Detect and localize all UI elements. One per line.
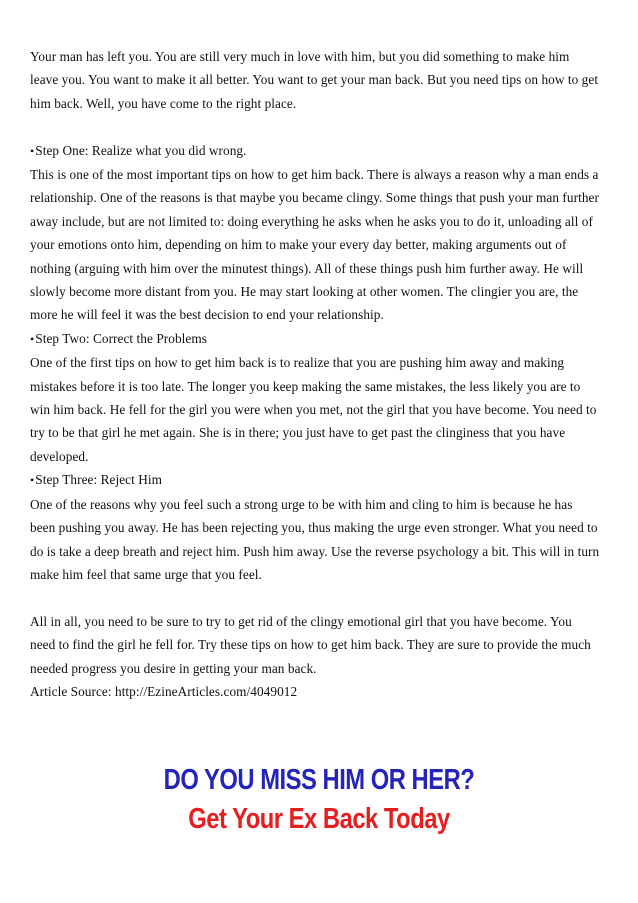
step-one-paragraph: This is one of the most important tips on how to get him back. There is always a reason why a man ends a relationship. One of the reasons is that maybe you became clingy. Some things that push your man further away include, but are not limited to: doing everything he asks when he asks you to do it, unloading all of your emotions onto him, depending on him to make your every day better, making arguments out of nothing (arguing with him over the minutest things). All of these things push him further away. He will slowly become more distant from you. He may start looking at other women. The clingier you are, the more he will feel it was the best decision to end your relationship. [30, 167, 599, 323]
cta-subheadline[interactable]: Get Your Ex Back Today [188, 803, 450, 835]
step-one-heading: • Step One: Realize what you did wrong. [30, 139, 600, 163]
step-three-paragraph: One of the reasons why you feel such a strong urge to be with him and cling to him is because he has been pushing you away. He has been rejecting you, thus making the urge even stronger. What you need to do is take a deep breath and reject him. Push him away. Use the reverse psychology a bit. This will in turn make him feel that same urge that you feel. [30, 496, 600, 582]
step-two-paragraph: One of the first tips on how to get him back is to realize that you are pushing him away and making mistakes before it is too late. The longer you keep making the same mistakes, the less likely you are to win him back. He fell for the girl you were when you met, not the girl that you have become. You need to try to be that girl he met again. She is in there; you just have to get past the clinginess that you have developed. [30, 355, 597, 464]
step-three-heading: • Step Three: Reject Him [30, 468, 600, 492]
paragraph-spacer [30, 115, 600, 138]
paragraph-spacer [30, 586, 600, 609]
article-source: Article Source: http://EzineArticles.com/4049012 [30, 683, 298, 699]
conclusion-paragraph: All in all, you need to be sure to try to get rid of the clingy emotional girl that you have become. You need to find the girl he fell for. Try these tips on how to get him back. They are sure to provide the much needed progress you desire in getting your man back. [30, 613, 591, 676]
intro-paragraph: Your man has left you. You are still very much in love with him, but you did something to make him leave you. You want to make it all better. You want to get your man back. But you need tips on how to get him back. Well, you have come to the right place. [30, 49, 599, 111]
cta-headline[interactable]: DO YOU MISS HIM OR HER? [163, 764, 475, 796]
article-body [30, 45, 600, 703]
step-two-heading: • Step Two: Correct the Problems [30, 327, 600, 351]
